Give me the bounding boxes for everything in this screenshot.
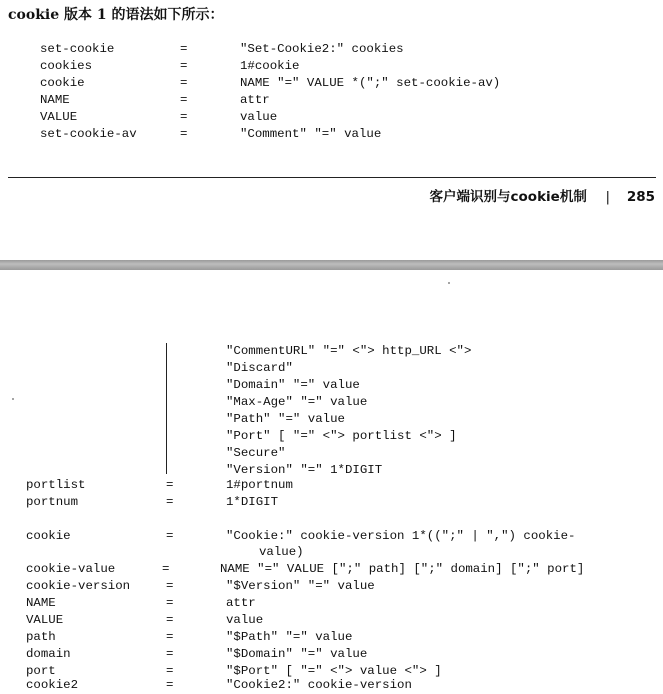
rule-equals: =: [180, 42, 188, 56]
rule-definition: value: [226, 613, 264, 627]
alternative-item: "Domain" "=" value: [226, 378, 360, 392]
grammar-rule: [40, 92, 640, 109]
page-footer: [430, 185, 655, 205]
grammar-rule: [40, 41, 640, 58]
rule-name: port: [26, 664, 56, 678]
page-divider: [0, 260, 663, 270]
rule-equals: =: [166, 596, 174, 610]
grammar-rule: [26, 528, 646, 545]
grammar-rule: [40, 126, 640, 143]
page-number: 285: [626, 189, 655, 205]
rule-equals: =: [166, 613, 174, 627]
rule-equals: =: [166, 664, 174, 678]
rule-name: cookie: [40, 76, 85, 90]
alternative-item: "Version" "=" 1*DIGIT: [226, 463, 383, 477]
alternative-item: "Path" "=" value: [226, 412, 345, 426]
rule-equals: =: [180, 76, 188, 90]
intro-text: cookie 版本 1 的语法如下所示：: [8, 7, 224, 23]
grammar-rule: [26, 578, 656, 595]
rule-definition: value: [240, 110, 278, 124]
alternative-item: "Discard": [226, 361, 293, 375]
grammar-rule: [40, 109, 640, 126]
rule-definition: "$Domain" "=" value: [226, 647, 368, 661]
rule-definition: 1#portnum: [226, 478, 293, 492]
grammar-rule: [26, 629, 656, 646]
rule-name: cookie-value: [26, 562, 116, 576]
rule-definition: "$Port" [ "=" <"> value <"> ]: [226, 664, 442, 678]
chapter-title: 客户端识别与cookie机制: [429, 189, 587, 205]
rule-name: domain: [26, 647, 71, 661]
rule-definition: NAME "=" VALUE *(";" set-cookie-av): [240, 76, 501, 90]
rule-equals: =: [166, 478, 174, 492]
rule-definition: 1*DIGIT: [226, 495, 279, 509]
grammar-rule: [26, 595, 656, 612]
rule-definition: "Comment" "=" value: [240, 127, 382, 141]
scan-speck: [12, 398, 14, 400]
alternative-item: "Max-Age" "=" value: [226, 395, 368, 409]
rule-name: cookie-version: [26, 579, 131, 593]
rule-equals: =: [166, 678, 174, 692]
rule-equals: =: [180, 127, 188, 141]
rule-name: cookie2: [26, 678, 79, 692]
rule-name: path: [26, 630, 56, 644]
rule-equals: =: [166, 495, 174, 509]
rule-definition: "$Path" "=" value: [226, 630, 353, 644]
rule-definition: NAME "=" VALUE [";" path] [";" domain] [";" port]: [220, 562, 585, 576]
alternative-item: "Port" [ "=" <"> portlist <"> ]: [226, 429, 457, 443]
grammar-rule: [26, 677, 656, 694]
alternative-item: "CommentURL" "=" <"> http_URL <">: [226, 344, 472, 358]
rule-definition: attr: [226, 596, 256, 610]
alternative-item: "Secure": [226, 446, 286, 460]
footer-separator: |: [605, 189, 611, 205]
rule-name: portlist: [26, 478, 86, 492]
rule-equals: =: [166, 630, 174, 644]
rule-definition: attr: [240, 93, 270, 107]
grammar-rule: [26, 477, 646, 494]
rule-name: cookie: [26, 529, 71, 543]
grammar-rule: [26, 646, 656, 663]
rule-equals: =: [162, 562, 170, 576]
rule-name: VALUE: [26, 613, 64, 627]
grammar-rule: [40, 58, 640, 75]
rule-definition: "Set-Cookie2:" cookies: [240, 42, 404, 56]
rule-definition: "Cookie2:" cookie-version: [226, 678, 412, 692]
rule-name: portnum: [26, 495, 79, 509]
rule-definition: "Cookie:" cookie-version 1*((";" | ",") cookie-: [226, 529, 576, 543]
page-footer-rule: [8, 177, 656, 178]
rule-name: cookies: [40, 59, 93, 73]
grammar-rule: [26, 612, 656, 629]
rule-definition: 1#cookie: [240, 59, 300, 73]
grammar-rule: [26, 494, 646, 511]
grammar-rule: [40, 75, 640, 92]
rule-definition: "$Version" "=" value: [226, 579, 375, 593]
rule-equals: =: [166, 647, 174, 661]
rule-definition-continuation: value): [259, 545, 304, 559]
grammar-rule: [26, 561, 656, 578]
rule-equals: =: [180, 59, 188, 73]
rule-name: NAME: [26, 596, 56, 610]
rule-name: NAME: [40, 93, 70, 107]
scan-speck: [448, 282, 450, 284]
rule-name: set-cookie: [40, 42, 115, 56]
rule-equals: =: [166, 579, 174, 593]
rule-equals: =: [166, 529, 174, 543]
rule-name: VALUE: [40, 110, 78, 124]
rule-equals: =: [180, 93, 188, 107]
alternative-bar: [166, 343, 167, 474]
rule-name: set-cookie-av: [40, 127, 137, 141]
rule-equals: =: [180, 110, 188, 124]
